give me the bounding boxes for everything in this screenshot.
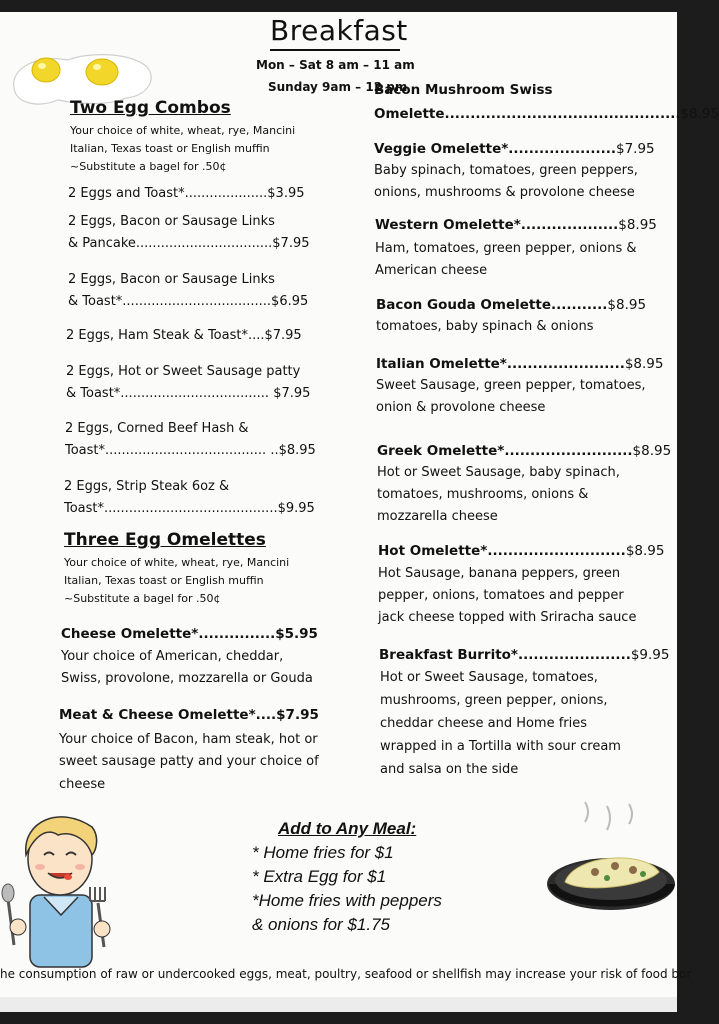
item-name: Bacon Gouda Omelette........... (376, 297, 608, 313)
two-egg-item: 2 Eggs, Corned Beef Hash & (65, 421, 249, 436)
item-name: Greek Omelette*......................... (377, 443, 633, 459)
two-egg-desc-3: ~Substitute a bagel for .50¢ (70, 160, 227, 173)
three-egg-desc-2: Italian, Texas toast or English muffin (64, 574, 264, 587)
two-egg-item: Toast*..........................................$9.95 (64, 501, 315, 516)
bacon-mushroom-swiss-name (374, 106, 719, 122)
menu-page (0, 12, 719, 1012)
two-egg-item: 2 Eggs, Bacon or Sausage Links (68, 214, 275, 229)
item-name: Omelette.............................................. (374, 106, 681, 122)
item-price: $8.95 (625, 543, 665, 559)
hot-omelette-desc: jack cheese topped with Sriracha sauce (378, 610, 637, 625)
title-underline (270, 49, 400, 51)
breakfast-burrito-desc: wrapped in a Tortilla with sour cream (380, 739, 621, 754)
item-price: $7.95 (615, 141, 655, 157)
page-bottom-edge (0, 997, 677, 1012)
two-egg-heading: Two Egg Combos (70, 98, 231, 118)
breakfast-burrito-desc: and salsa on the side (380, 762, 519, 777)
add-on-item: & onions for $1.75 (252, 915, 390, 934)
item-price: $8.95 (618, 217, 657, 233)
add-on-item: * Extra Egg for $1 (252, 867, 387, 886)
add-on-heading: Add to Any Meal: (278, 819, 417, 838)
veggie-omelette-desc: onions, mushrooms & provolone cheese (374, 185, 635, 200)
two-egg-item: 2 Eggs, Strip Steak 6oz & (64, 479, 230, 494)
omelette-pan-illustration (545, 802, 677, 942)
two-egg-item: 2 Eggs, Bacon or Sausage Links (68, 272, 275, 287)
cheese-omelette-name: Cheese Omelette*...............$5.95 (61, 626, 318, 642)
italian-omelette-desc: onion & provolone cheese (376, 400, 546, 415)
add-on-item: * Home fries for $1 (252, 843, 394, 862)
veggie-omelette-name (374, 141, 655, 157)
western-omelette-name (375, 217, 657, 233)
item-name: Veggie Omelette*..................... (374, 141, 616, 157)
three-egg-desc-1: Your choice of white, wheat, rye, Mancini (64, 556, 290, 569)
western-omelette-desc: Ham, tomatoes, green pepper, onions & (375, 241, 637, 256)
item-price: $9.95 (630, 647, 670, 663)
bacon-gouda-omelette-desc: tomatoes, baby spinach & onions (376, 319, 594, 334)
meat-cheese-omelette-desc: Your choice of Bacon, ham steak, hot or (59, 732, 318, 747)
breakfast-burrito-name (379, 647, 669, 663)
item-price: $8.95 (632, 443, 672, 459)
hot-omelette-name (378, 543, 664, 559)
breakfast-burrito-desc: Hot or Sweet Sausage, tomatoes, (380, 670, 598, 685)
bacon-mushroom-swiss-name: Bacon Mushroom Swiss (374, 82, 553, 98)
meat-cheese-omelette-desc: cheese (59, 777, 106, 792)
hot-omelette-desc: pepper, onions, tomatoes and pepper (378, 588, 624, 603)
item-price: $8.95 (680, 106, 719, 122)
greek-omelette-name (377, 443, 671, 459)
item-name: Hot Omelette*........................... (378, 543, 626, 559)
two-egg-item: & Toast*....................................$6.95 (68, 294, 309, 309)
breakfast-burrito-desc: cheddar cheese and Home fries (380, 716, 588, 731)
hungry-boy-illustration (0, 807, 125, 967)
two-egg-item: Toast*....................................... ..$8.95 (65, 443, 316, 458)
item-name: Western Omelette*................... (375, 217, 619, 233)
veggie-omelette-desc: Baby spinach, tomatoes, green peppers, (374, 163, 638, 178)
greek-omelette-desc: tomatoes, mushrooms, onions & (377, 487, 589, 502)
add-on-item: *Home fries with peppers (252, 891, 442, 910)
add-on-heading-text: Add to Any Meal (278, 819, 411, 838)
meat-cheese-omelette-name: Meat & Cheese Omelette*....$7.95 (59, 707, 319, 723)
hot-omelette-desc: Hot Sausage, banana peppers, green (378, 566, 621, 581)
bacon-gouda-omelette-name (376, 297, 646, 313)
cheese-omelette-desc: Swiss, provolone, mozzarella or Gouda (61, 671, 313, 686)
two-egg-item: & Pancake.................................$7.95 (68, 236, 310, 251)
hours-weekday: Mon – Sat 8 am – 11 am (256, 58, 415, 72)
item-name: Breakfast Burrito*...................... (379, 647, 631, 663)
italian-omelette-name (376, 356, 663, 372)
two-egg-desc-2: Italian, Texas toast or English muffin (70, 142, 270, 155)
item-price: $8.95 (624, 356, 664, 372)
two-egg-item: & Toast*.................................... $7.95 (66, 386, 311, 401)
two-egg-item: 2 Eggs, Hot or Sweet Sausage patty (66, 364, 301, 379)
food-safety-disclaimer: he consumption of raw or undercooked eggs, meat, poultry, seafood or shellfish may increase your risk of food bor (0, 967, 692, 981)
two-egg-item: 2 Eggs and Toast*....................$3.95 (68, 186, 305, 201)
two-egg-desc-1: Your choice of white, wheat, rye, Mancini (70, 124, 296, 137)
italian-omelette-desc: Sweet Sausage, green pepper, tomatoes, (376, 378, 646, 393)
item-price: $8.95 (607, 297, 647, 313)
meat-cheese-omelette-desc: sweet sausage patty and your choice of (59, 754, 319, 769)
three-egg-desc-3: ~Substitute a bagel for .50¢ (64, 592, 221, 605)
three-egg-heading: Three Egg Omelettes (64, 530, 266, 550)
western-omelette-desc: American cheese (375, 263, 488, 278)
greek-omelette-desc: Hot or Sweet Sausage, baby spinach, (377, 465, 620, 480)
greek-omelette-desc: mozzarella cheese (377, 509, 498, 524)
page-title: Breakfast (270, 14, 408, 47)
cheese-omelette-desc: Your choice of American, cheddar, (61, 649, 284, 664)
hours-sunday: Sunday 9am – 12 pm (268, 80, 408, 94)
breakfast-burrito-desc: mushrooms, green pepper, onions, (380, 693, 608, 708)
two-egg-item: 2 Eggs, Ham Steak & Toast*....$7.95 (66, 328, 302, 343)
item-name: Italian Omelette*....................... (376, 356, 625, 372)
